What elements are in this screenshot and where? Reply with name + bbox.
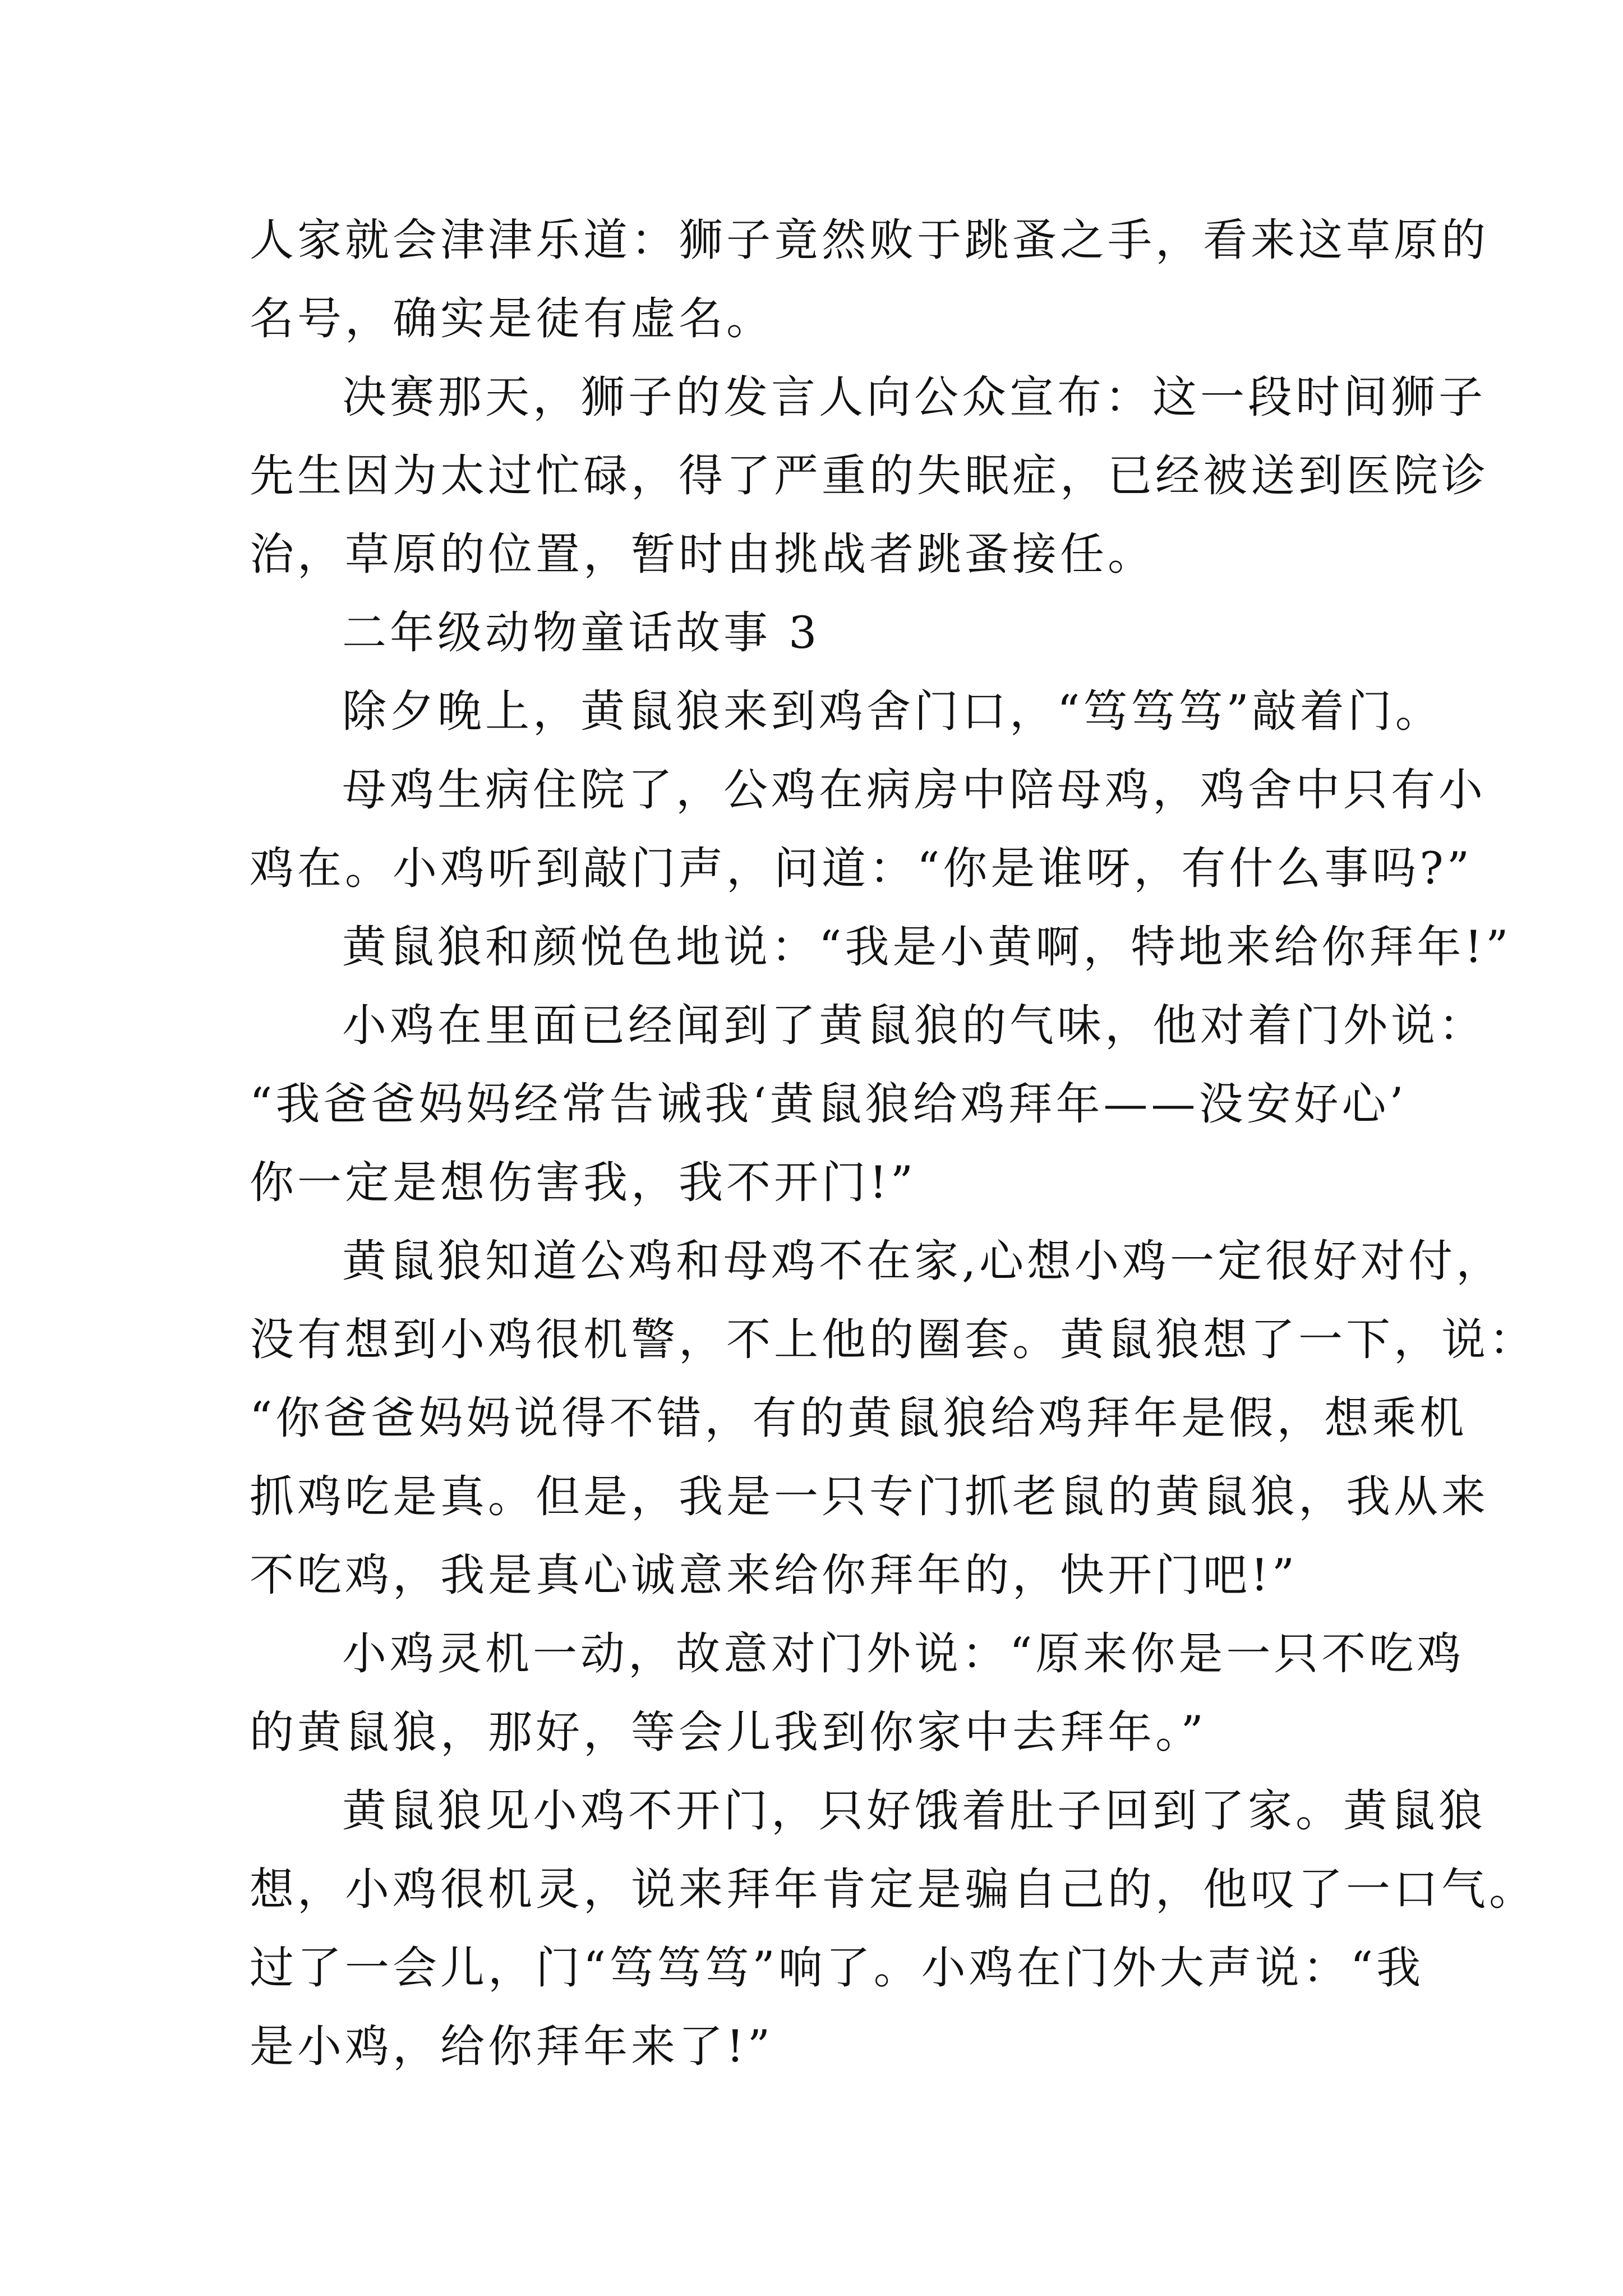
text-line: 黄鼠狼和颜悦色地说：“我是小黄啊，特地来给你拜年!” (342, 921, 1512, 973)
text-line: 没有想到小鸡很机警，不上他的圈套。黄鼠狼想了一下，说： (250, 1314, 1537, 1365)
text-line: 小鸡在里面已经闻到了黄鼠狼的气味，他对着门外说： (342, 1000, 1486, 1051)
text-line: 小鸡灵机一动，故意对门外说：“原来你是一只不吃鸡 (342, 1628, 1465, 1680)
text-line: 不吃鸡，我是真心诚意来给你拜年的，快开门吧!” (250, 1549, 1298, 1601)
text-line: 是小鸡，给你拜年来了!” (250, 2021, 774, 2072)
text-line: “我爸爸妈妈经常告诫我‘黄鼠狼给鸡拜年——没安好心’ (250, 1078, 1407, 1130)
text-line: 你一定是想伤害我，我不开门!” (250, 1157, 917, 1208)
text-line: 过了一会儿，门“笃笃笃”响了。小鸡在门外大声说：“我 (250, 1942, 1424, 1994)
text-line: 治，草原的位置，暂时由挑战者跳蚤接任。 (250, 528, 1155, 580)
text-line: 抓鸡吃是真。但是，我是一只专门抓老鼠的黄鼠狼，我从来 (250, 1471, 1489, 1522)
text-line: 决赛那天，狮子的发言人向公众宣布：这一段时间狮子 (342, 371, 1486, 423)
text-line: 名号，确实是徒有虚名。 (250, 293, 774, 344)
text-line: 除夕晚上，黄鼠狼来到鸡舍门口，“笃笃笃”敲着门。 (342, 685, 1443, 737)
text-line: 的黄鼠狼，那好，等会儿我到你家中去拜年。” (250, 1706, 1207, 1758)
text-line: 黄鼠狼知道公鸡和母鸡不在家,心想小鸡一定很好对付， (342, 1235, 1504, 1287)
text-line: 想，小鸡很机灵，说来拜年肯定是骗自己的，他叹了一口气。 (250, 1864, 1537, 1915)
text-line: 鸡在。小鸡听到敲门声，问道：“你是谁呀，有什么事吗?” (250, 843, 1473, 894)
text-line: “你爸爸妈妈说得不错，有的黄鼠狼给鸡拜年是假，想乘机 (250, 1392, 1468, 1444)
text-line: 人家就会津津乐道：狮子竟然败于跳蚤之手，看来这草原的 (250, 214, 1489, 266)
text-line: 黄鼠狼见小鸡不开门，只好饿着肚子回到了家。黄鼠狼 (342, 1785, 1486, 1837)
section-heading: 二年级动物童话故事 3 (342, 607, 820, 659)
text-line: 先生因为太过忙碌，得了严重的失眠症，已经被送到医院诊 (250, 450, 1489, 501)
text-line: 母鸡生病住院了，公鸡在病房中陪母鸡，鸡舍中只有小 (342, 764, 1486, 816)
